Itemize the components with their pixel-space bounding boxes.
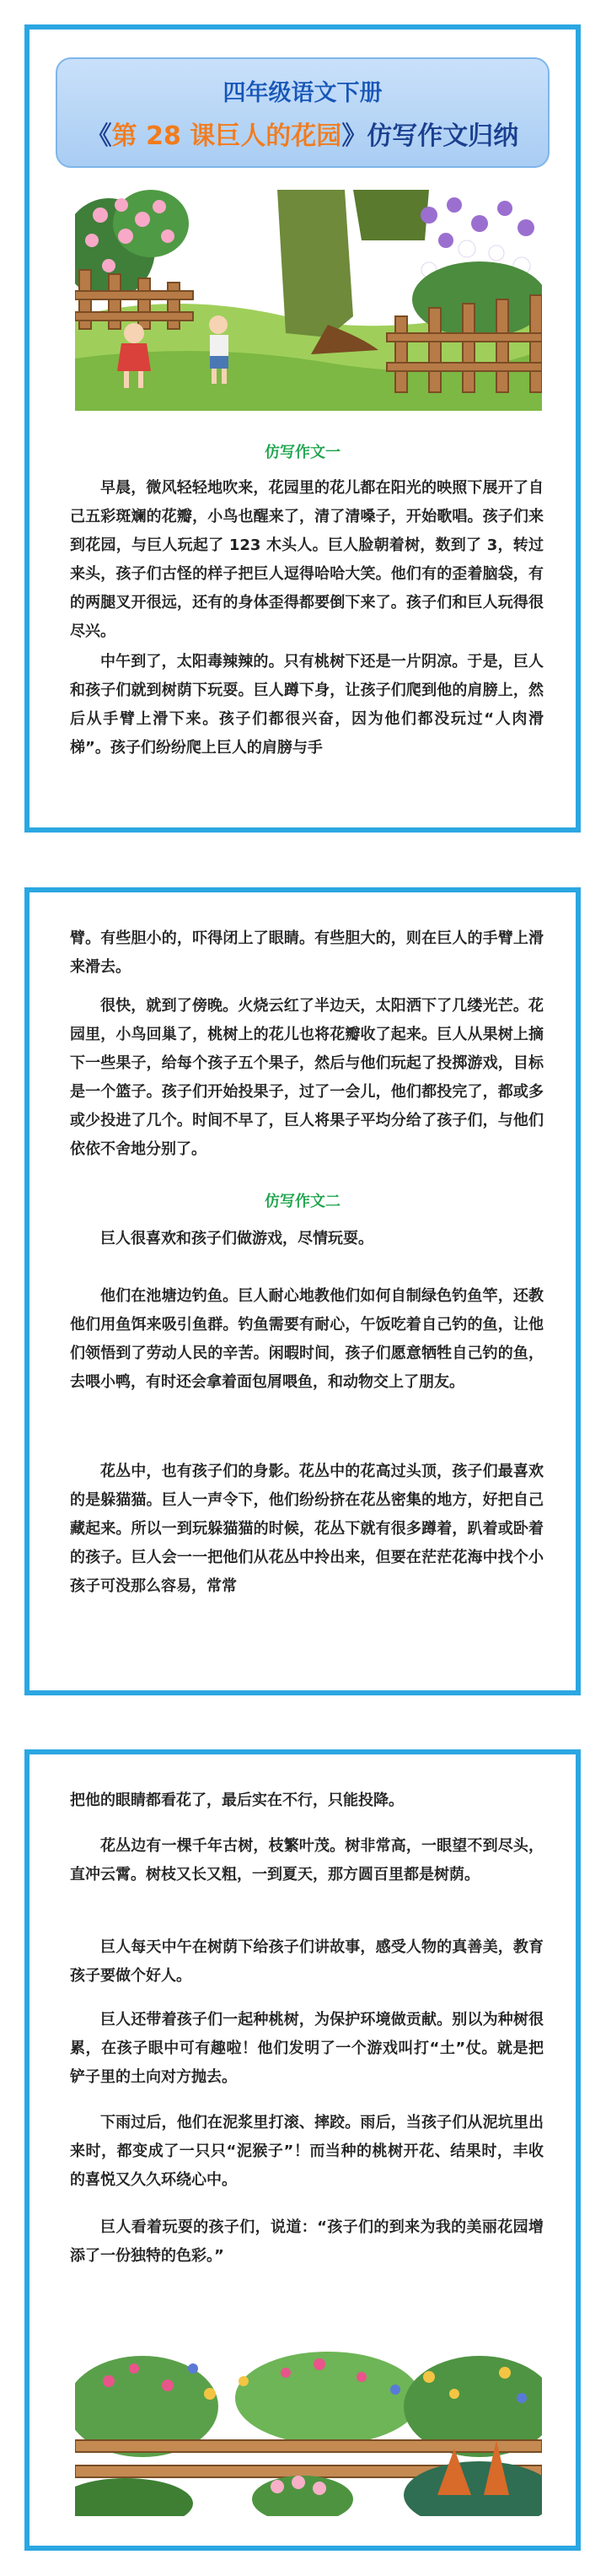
- essay-2-heading: 仿写作文二: [265, 1193, 341, 1210]
- essay-1-paragraph-1: 早晨，微风轻轻地吹来，花园里的花儿都在阳光的映照下展开了自己五彩斑斓的花瓣，小鸟也醒来了，清了清嗓子，开始歌唱。孩子们来到花园，与巨人玩起了 123 木头人。巨人脸朝着树，数到了 3，转过来头，孩子们古怪的样子把巨人逗得哈哈大笑。他们有的歪着脑袋，有的两腿叉开很远，还有的身体歪得都要倒下来了。孩子们和巨人玩得很尽兴。: [70, 479, 544, 640]
- essay-2-paragraph-5: 巨人每天中午在树荫下给孩子们讲故事，感受人物的真善美，教育孩子要做个好人。: [70, 1938, 544, 1985]
- essay-2-paragraph-1: 巨人很喜欢和孩子们做游戏，尽情玩耍。: [100, 1230, 373, 1248]
- page-1: [24, 24, 581, 833]
- title-line-1: 四年级语文下册: [223, 80, 383, 106]
- page-3: [24, 1749, 581, 2551]
- essay-2-paragraph-2: 他们在池塘边钓鱼。巨人耐心地教他们如何自制绿色钓鱼竿，还教他们用鱼饵来吸引鱼群。钓鱼需要有耐心，午饭吃着自己钓的鱼，让他们领悟到了劳动人民的辛苦。闲暇时间，孩子们愿意牺牲自己钓的鱼，去喂小鸭，有时还会拿着面包屑喂鱼，和动物交上了朋友。: [70, 1287, 544, 1391]
- essay-2-paragraph-6: 巨人还带着孩子们一起种桃树，为保护环境做贡献。别以为种树很累，在孩子眼中可有趣啦！他们发明了一个游戏叫打“土”仗。就是把铲子里的土向对方抛去。: [70, 2011, 544, 2086]
- essay-2-paragraph-3-part-1: 花丛中，也有孩子们的身影。花丛中的花高过头顶，孩子们最喜欢的是躲猫猫。巨人一声令下，他们纷纷挤在花丛密集的地方，好把自己藏起来。所以一到玩躲猫猫的时候，花丛下就有很多蹲着，趴着或卧着的孩子。巨人会一一把他们从花丛中拎出来，但要在茫茫花海中找个小孩子可没那么容易，常常: [70, 1463, 544, 1595]
- page-2: [24, 887, 581, 1695]
- title-line-2: [57, 115, 548, 152]
- title-lesson-highlight: 第 28 课巨人的花园: [111, 121, 342, 151]
- essay-2-paragraph-7: 下雨过后，他们在泥浆里打滚、摔跤。雨后，当孩子们从泥坑里出来时，都变成了一只只“泥猴子”！而当种的桃树开花、结果时，丰收的喜悦又久久环绕心中。: [70, 2114, 544, 2189]
- essay-1-paragraph-3: 很快，就到了傍晚。火烧云红了半边天，太阳洒下了几缕光芒。花园里，小鸟回巢了，桃树上的花儿也将花瓣收了起来。巨人从果树上摘下一些果子，给每个孩子五个果子，然后与他们玩起了投掷游戏，目标是一个篮子。孩子们开始投果子，过了一会儿，他们都投完了，都或多或少投进了几个。时间不早了，巨人将果子平均分给了孩子们，与他们依依不舍地分别了。: [70, 997, 544, 1158]
- garden-illustration-bottom: [75, 2347, 542, 2516]
- flower-fence-image: [75, 2347, 542, 2516]
- essay-1-heading: 仿写作文一: [265, 444, 341, 461]
- title-bracket-suffix: 》仿写作文归纳: [341, 121, 519, 151]
- garden-scene-image: [75, 190, 542, 411]
- essay-1-paragraph-2-part-1: 中午到了，太阳毒辣辣的。只有桃树下还是一片阴凉。于是，巨人和孩子们就到树荫下玩耍。巨人蹲下身，让孩子们爬到他的肩膀上，然后从手臂上滑下来。孩子们都很兴奋，因为他们都没玩过“人肉滑梯”。孩子们纷纷爬上巨人的肩膀与手: [70, 653, 544, 757]
- title-bracket-open: 《: [86, 121, 112, 151]
- essay-2-paragraph-4: 花丛边有一棵千年古树，枝繁叶茂。树非常高，一眼望不到尽头，直冲云霄。树枝又长又粗，一到夏天，那方圆百里都是树荫。: [70, 1837, 544, 1883]
- garden-illustration-top: [75, 190, 542, 411]
- essay-2-paragraph-3-part-2: 把他的眼睛都看花了，最后实在不行，只能投降。: [70, 1792, 404, 1809]
- essay-1-paragraph-2-part-2: 臂。有些胆小的，吓得闭上了眼睛。有些胆大的，则在巨人的手臂上滑来滑去。: [70, 930, 544, 976]
- essay-2-paragraph-8: 巨人看着玩耍的孩子们，说道：“孩子们的到来为我的美丽花园增添了一份独特的色彩。”: [70, 2218, 544, 2265]
- title-banner: [56, 57, 550, 168]
